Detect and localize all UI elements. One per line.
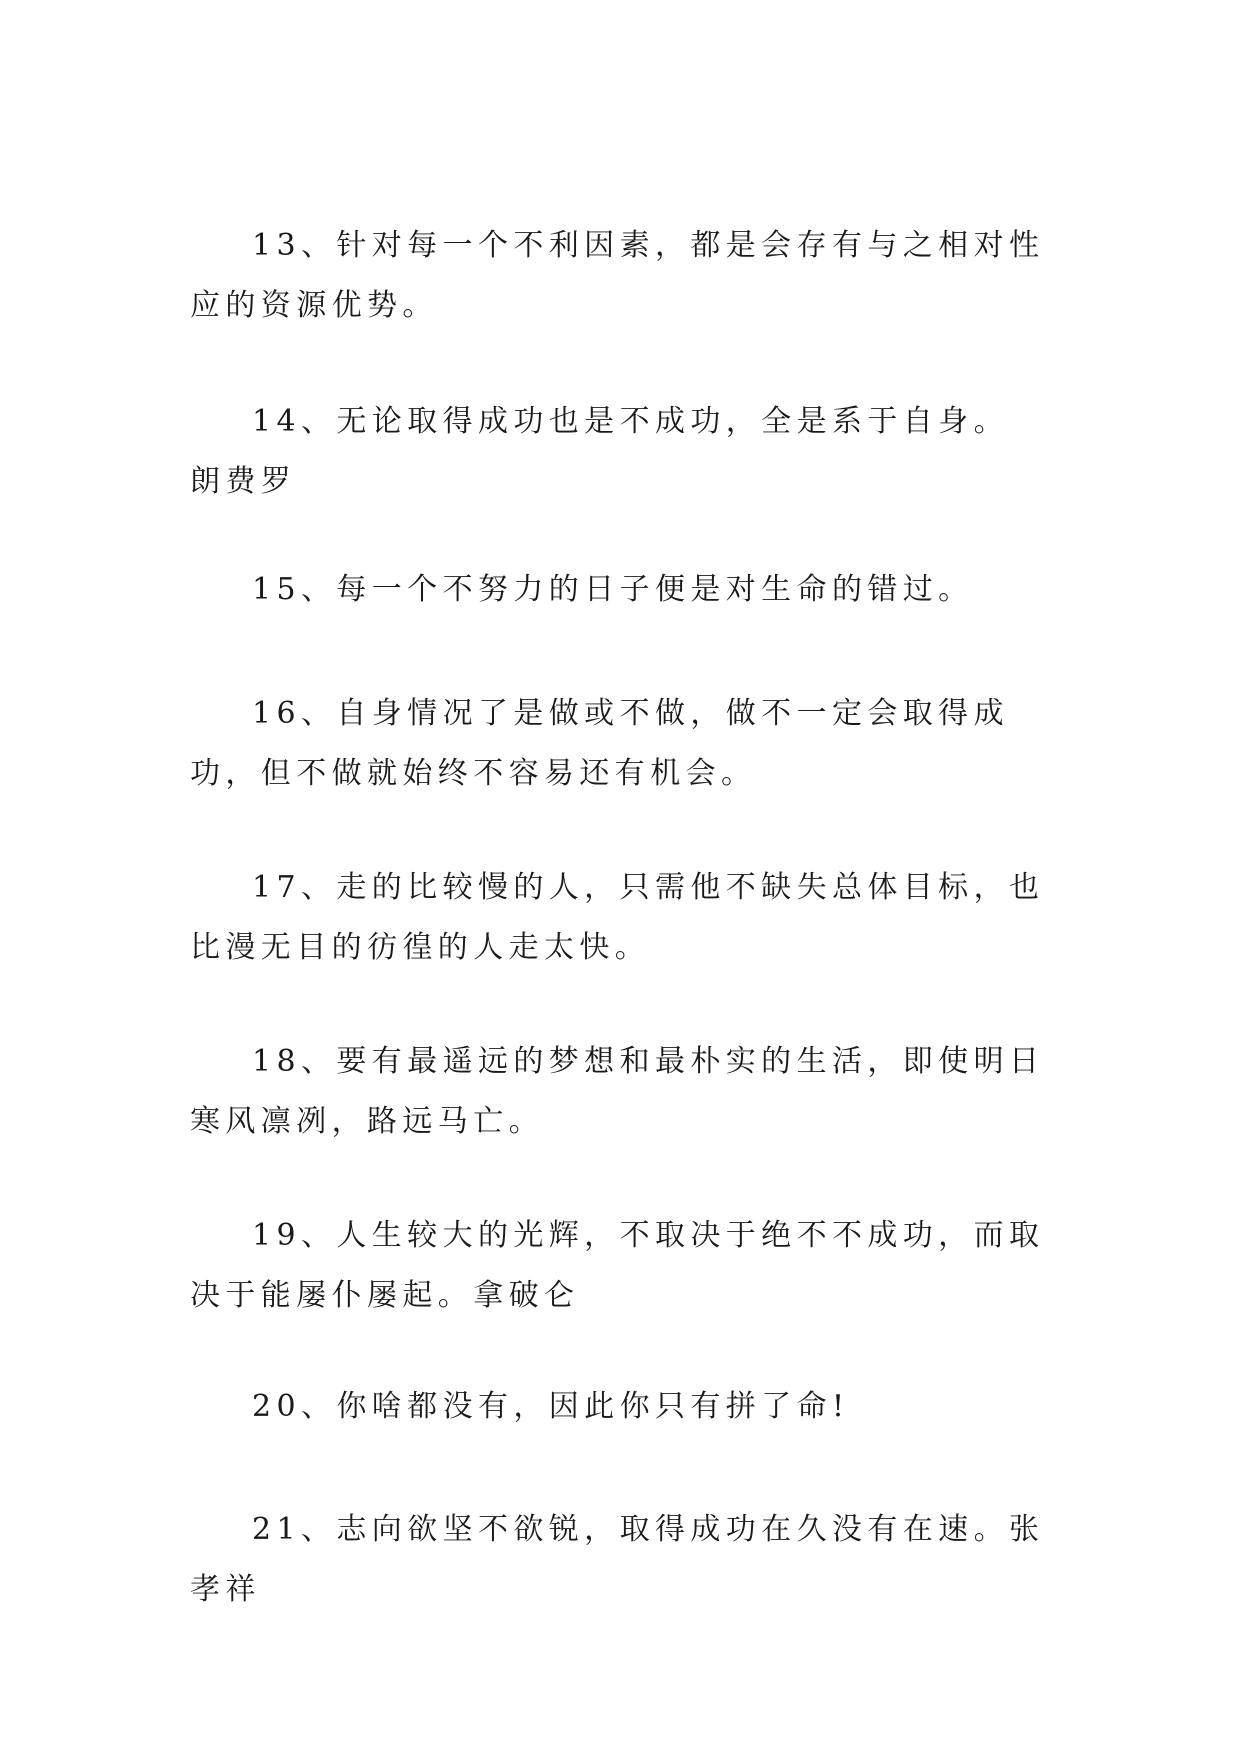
paragraph-13: 13、针对每一个不利因素，都是会存有与之相对性应的资源优势。 <box>190 228 1045 323</box>
paragraph-18: 18、要有最遥远的梦想和最朴实的生活，即使明日寒风凛冽，路远马亡。 <box>190 1044 1045 1139</box>
paragraph-20: 20、你啥都没有，因此你只有拼了命! <box>252 1389 850 1424</box>
paragraph-14: 14、无论取得成功也是不成功，全是系于自身。 朗费罗 <box>190 404 1009 499</box>
paragraph-16: 16、自身情况了是做或不做，做不一定会取得成功，但不做就始终不容易还有机会。 <box>190 696 1009 791</box>
paragraph-21: 21、志向欲坚不欲锐，取得成功在久没有在速。张孝祥 <box>190 1512 1045 1607</box>
paragraph-19: 19、人生较大的光辉，不取决于绝不不成功，而取决于能屡仆屡起。拿破仑 <box>190 1218 1045 1313</box>
paragraph-15: 15、每一个不努力的日子便是对生命的错过。 <box>252 572 974 607</box>
paragraph-17: 17、走的比较慢的人，只需他不缺失总体目标，也比漫无目的彷徨的人走太快。 <box>190 870 1045 965</box>
